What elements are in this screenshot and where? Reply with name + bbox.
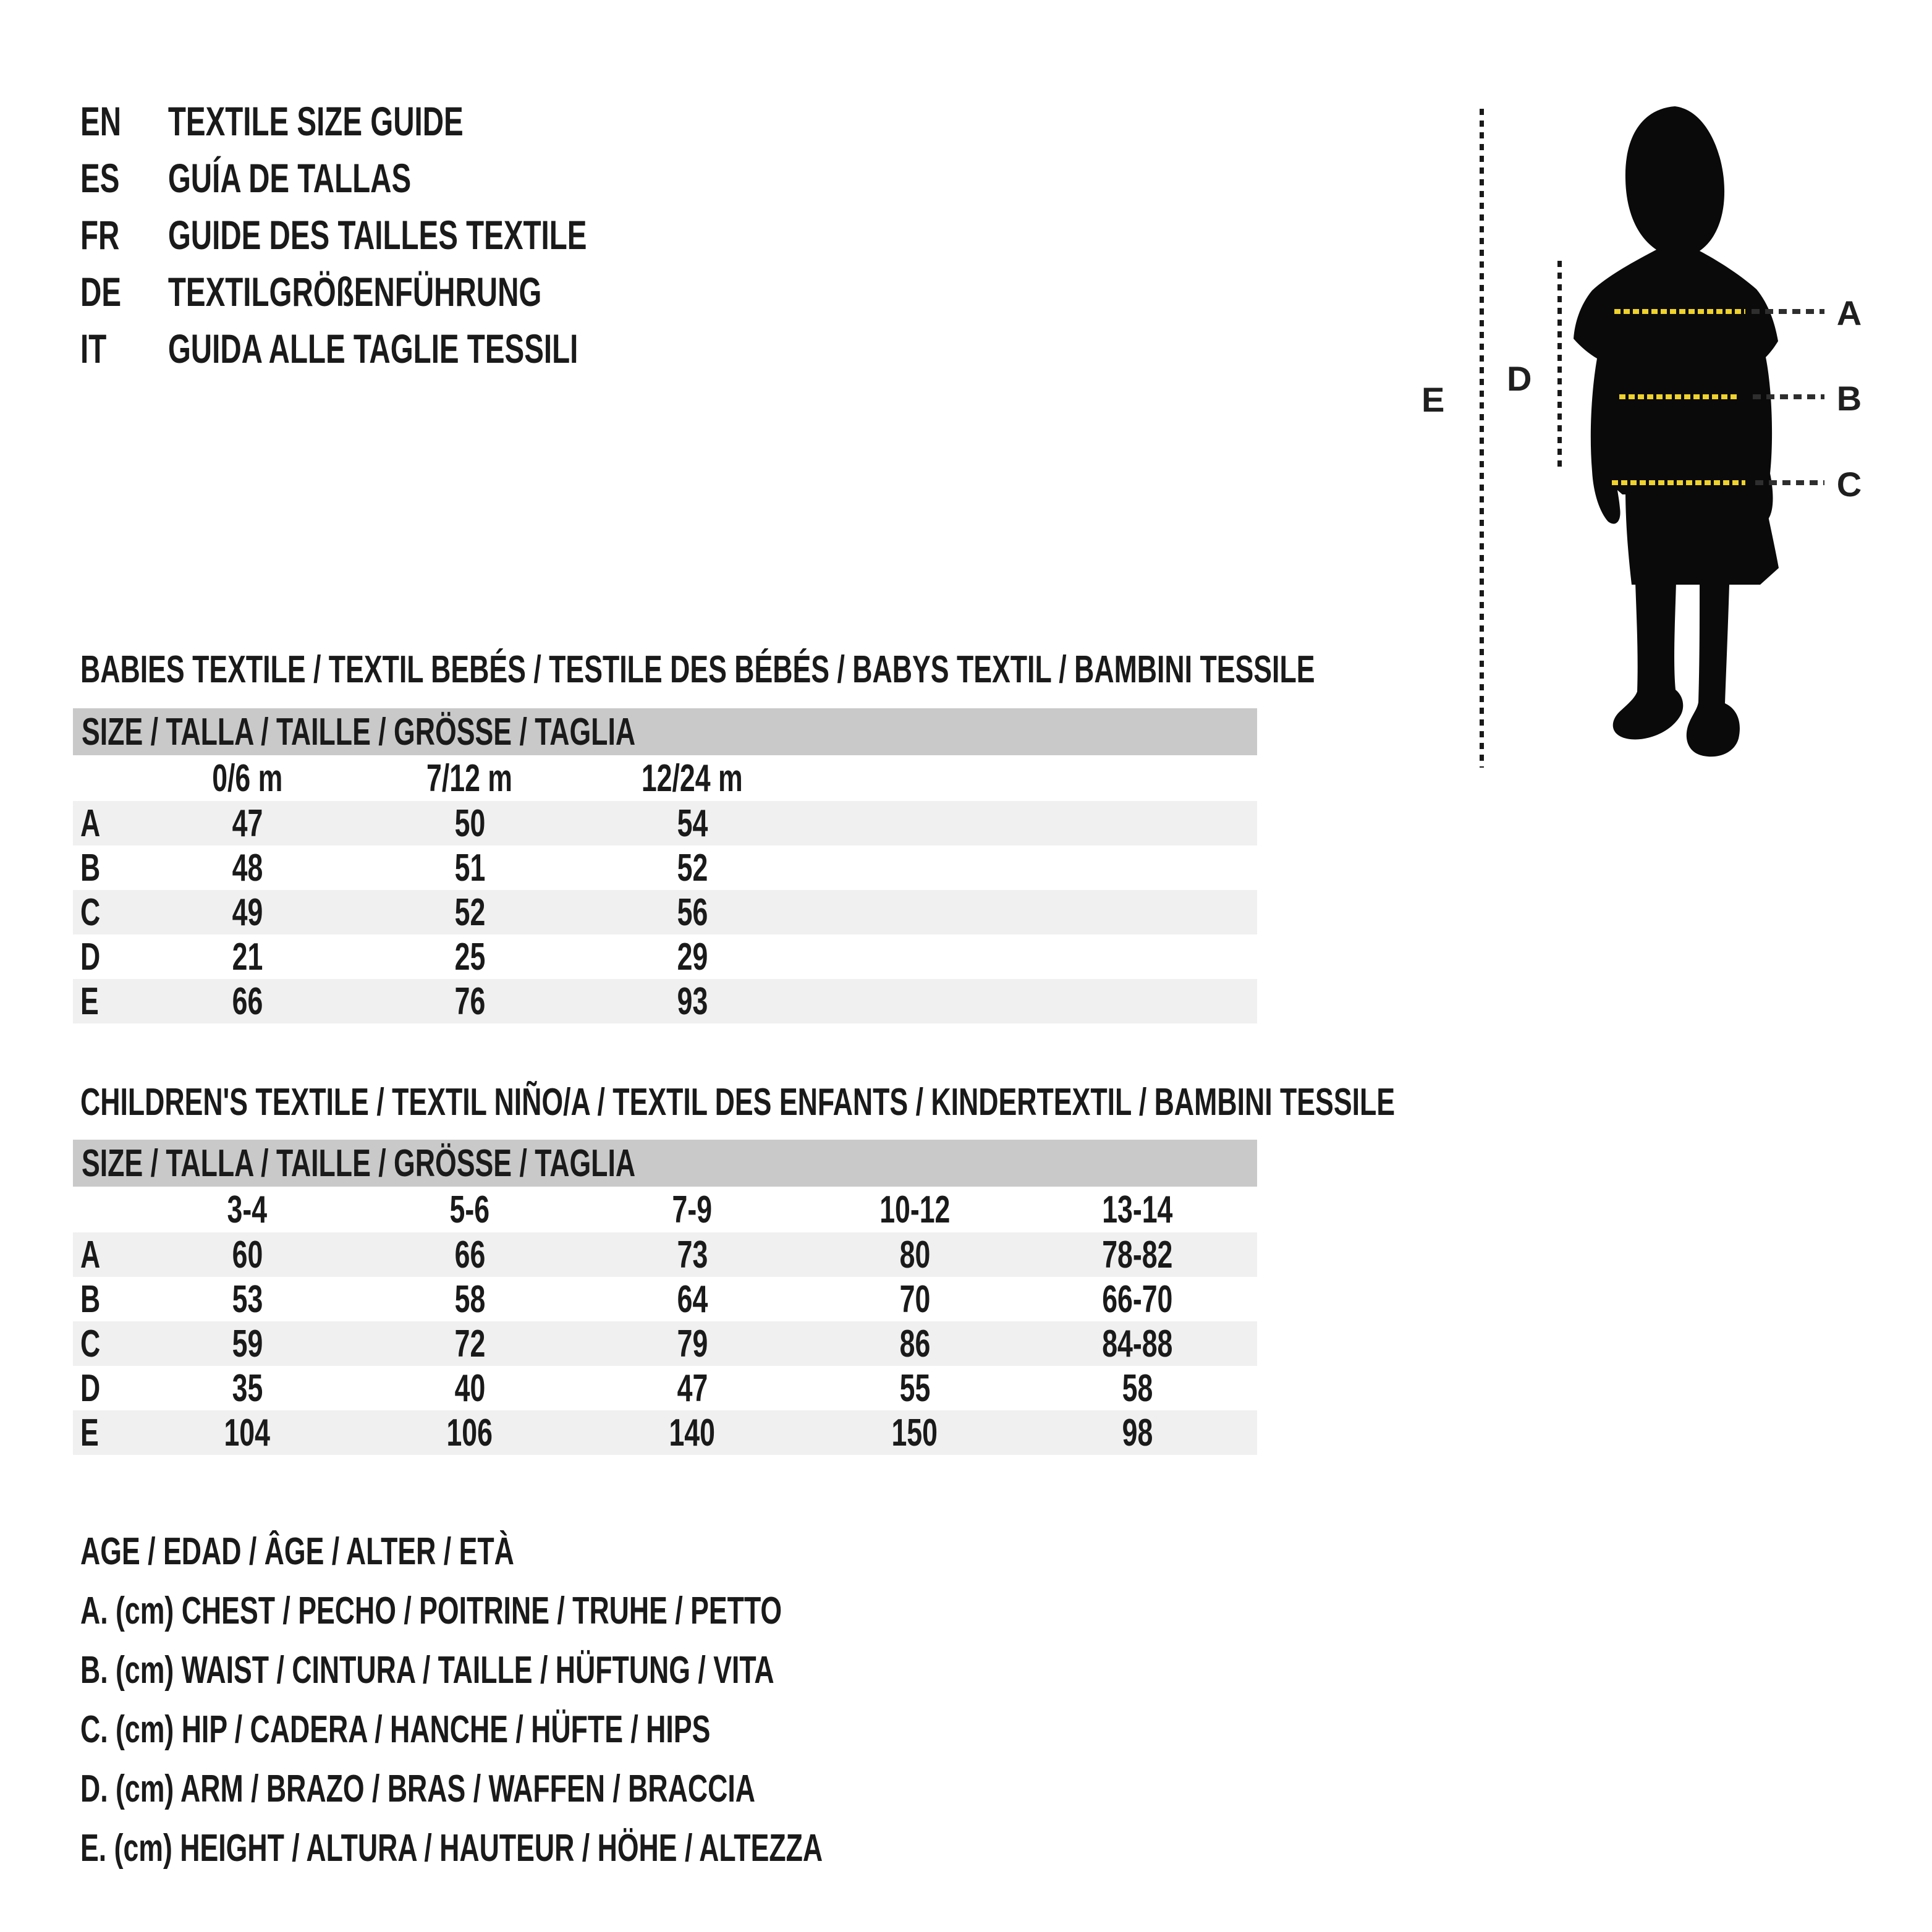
- cell: 86: [899, 1322, 930, 1365]
- table-row: [73, 1410, 1257, 1455]
- children-section-title: CHILDREN'S TEXTILE / TEXTIL NIÑO/A / TEXTIL DES ENFANTS / KINDERTEXTIL / BAMBINI TESSILE: [80, 1080, 1396, 1124]
- cell: 84-88: [1101, 1322, 1173, 1365]
- babies-size-table: [73, 708, 1257, 1023]
- language-row: [80, 206, 784, 263]
- legend-line: A. (cm) CHEST / PECHO / POITRINE / TRUHE / PETTO: [80, 1589, 782, 1632]
- babies-section-title: BABIES TEXTILE / TEXTIL BEBÉS / TESTILE DES BÉBÉS / BABYS TEXTIL / BAMBINI TESSILE: [80, 648, 1315, 691]
- measure-label-a: A: [1836, 294, 1862, 333]
- column-header: 7/12 m: [426, 756, 513, 800]
- legend-line: AGE / EDAD / ÂGE / ALTER / ETÀ: [80, 1530, 514, 1573]
- measure-label-e: E: [1421, 380, 1445, 419]
- cell: 49: [232, 891, 263, 934]
- table-header-bar: SIZE / TALLA / TAILLE / GRÖSSE / TAGLIA: [73, 708, 1257, 755]
- row-label: C: [80, 891, 101, 934]
- column-header: 10-12: [879, 1188, 951, 1231]
- legend-line: C. (cm) HIP / CADERA / HANCHE / HÜFTE / HIPS: [80, 1708, 711, 1751]
- row-label: A: [80, 1233, 101, 1276]
- cell: 64: [677, 1277, 708, 1321]
- cell: 35: [232, 1366, 263, 1410]
- child-silhouette: [1545, 93, 1854, 803]
- hip-line-yellow: [1612, 480, 1745, 485]
- lang-title: GUIDA ALLE TAGLIE TESSILI: [167, 326, 578, 371]
- cell: 72: [454, 1322, 485, 1365]
- table-row: [73, 1277, 1257, 1321]
- cell: 40: [454, 1366, 485, 1410]
- column-header: 0/6 m: [211, 756, 283, 800]
- lang-code: DE: [80, 269, 122, 315]
- table-row: [73, 890, 1257, 934]
- row-label: D: [80, 935, 101, 978]
- chest-line-dark: [1752, 309, 1824, 314]
- hip-line-dark: [1755, 480, 1824, 485]
- measure-label-b: B: [1836, 379, 1862, 418]
- cell: 79: [677, 1322, 708, 1365]
- cell: 66: [454, 1233, 485, 1276]
- cell: 70: [899, 1277, 930, 1321]
- language-header: [80, 93, 784, 377]
- table-row: [73, 1366, 1257, 1410]
- cell: 76: [454, 980, 485, 1023]
- cell: 47: [232, 802, 263, 845]
- cell: 104: [224, 1411, 271, 1454]
- column-header-row: [73, 1187, 1257, 1232]
- table-row: [73, 934, 1257, 979]
- cell: 78-82: [1101, 1233, 1173, 1276]
- row-label: B: [80, 1277, 101, 1321]
- lang-title: GUÍA DE TALLAS: [167, 155, 412, 201]
- row-label: E: [80, 980, 99, 1023]
- cell: 93: [677, 980, 708, 1023]
- cell: 51: [454, 846, 485, 889]
- lang-code: EN: [80, 98, 122, 144]
- table-row: [73, 801, 1257, 845]
- lang-code: IT: [80, 326, 107, 371]
- row-label: C: [80, 1322, 101, 1365]
- row-label: B: [80, 846, 101, 889]
- cell: 50: [454, 802, 485, 845]
- cell: 48: [232, 846, 263, 889]
- cell: 21: [232, 935, 263, 978]
- language-row: [80, 150, 784, 206]
- legend-line: B. (cm) WAIST / CINTURA / TAILLE / HÜFTUNG / VITA: [80, 1648, 774, 1692]
- measure-label-c: C: [1836, 465, 1862, 504]
- cell: 140: [669, 1411, 716, 1454]
- cell: 52: [677, 846, 708, 889]
- cell: 98: [1122, 1411, 1153, 1454]
- cell: 80: [899, 1233, 930, 1276]
- legend-line: E. (cm) HEIGHT / ALTURA / HAUTEUR / HÖHE / ALTEZZA: [80, 1826, 823, 1870]
- column-header: 7-9: [672, 1188, 713, 1231]
- legend-line: D. (cm) ARM / BRAZO / BRAS / WAFFEN / BRACCIA: [80, 1767, 756, 1810]
- column-header: 5-6: [449, 1188, 490, 1231]
- cell: 54: [677, 802, 708, 845]
- cell: 58: [454, 1277, 485, 1321]
- lang-title: GUIDE DES TAILLES TEXTILE: [167, 212, 587, 258]
- row-label: D: [80, 1366, 101, 1410]
- cell: 150: [891, 1411, 938, 1454]
- cell: 58: [1122, 1366, 1153, 1410]
- cell: 60: [232, 1233, 263, 1276]
- lang-code: ES: [80, 155, 120, 201]
- table-row: [73, 1232, 1257, 1277]
- language-row: [80, 93, 784, 150]
- column-header: 12/24 m: [642, 756, 743, 800]
- lang-title: TEXTILGRÖßENFÜHRUNG: [167, 269, 542, 315]
- cell: 66: [232, 980, 263, 1023]
- cell: 55: [899, 1366, 930, 1410]
- lang-title: TEXTILE SIZE GUIDE: [167, 98, 464, 144]
- waist-line-dark: [1753, 394, 1824, 399]
- waist-line-yellow: [1619, 394, 1738, 399]
- measure-label-d: D: [1507, 359, 1532, 398]
- cell: 66-70: [1101, 1277, 1173, 1321]
- row-label: E: [80, 1411, 99, 1454]
- cell: 73: [677, 1233, 708, 1276]
- lang-code: FR: [80, 212, 120, 258]
- cell: 59: [232, 1322, 263, 1365]
- table-row: [73, 979, 1257, 1023]
- cell: 52: [454, 891, 485, 934]
- measurement-legend: [80, 1522, 1111, 1878]
- language-row: [80, 320, 784, 377]
- cell: 53: [232, 1277, 263, 1321]
- cell: 29: [677, 935, 708, 978]
- cell: 25: [454, 935, 485, 978]
- row-label: A: [80, 802, 101, 845]
- table-header-bar: SIZE / TALLA / TAILLE / GRÖSSE / TAGLIA: [73, 1140, 1257, 1187]
- column-header: 13-14: [1101, 1188, 1173, 1231]
- language-row: [80, 263, 784, 320]
- cell: 106: [446, 1411, 493, 1454]
- column-header: 3-4: [227, 1188, 268, 1231]
- table-row: [73, 1321, 1257, 1366]
- column-header-row: [73, 755, 1257, 801]
- children-size-table: [73, 1140, 1257, 1455]
- cell: 56: [677, 891, 708, 934]
- chest-line-yellow: [1614, 309, 1745, 314]
- table-row: [73, 845, 1257, 890]
- cell: 47: [677, 1366, 708, 1410]
